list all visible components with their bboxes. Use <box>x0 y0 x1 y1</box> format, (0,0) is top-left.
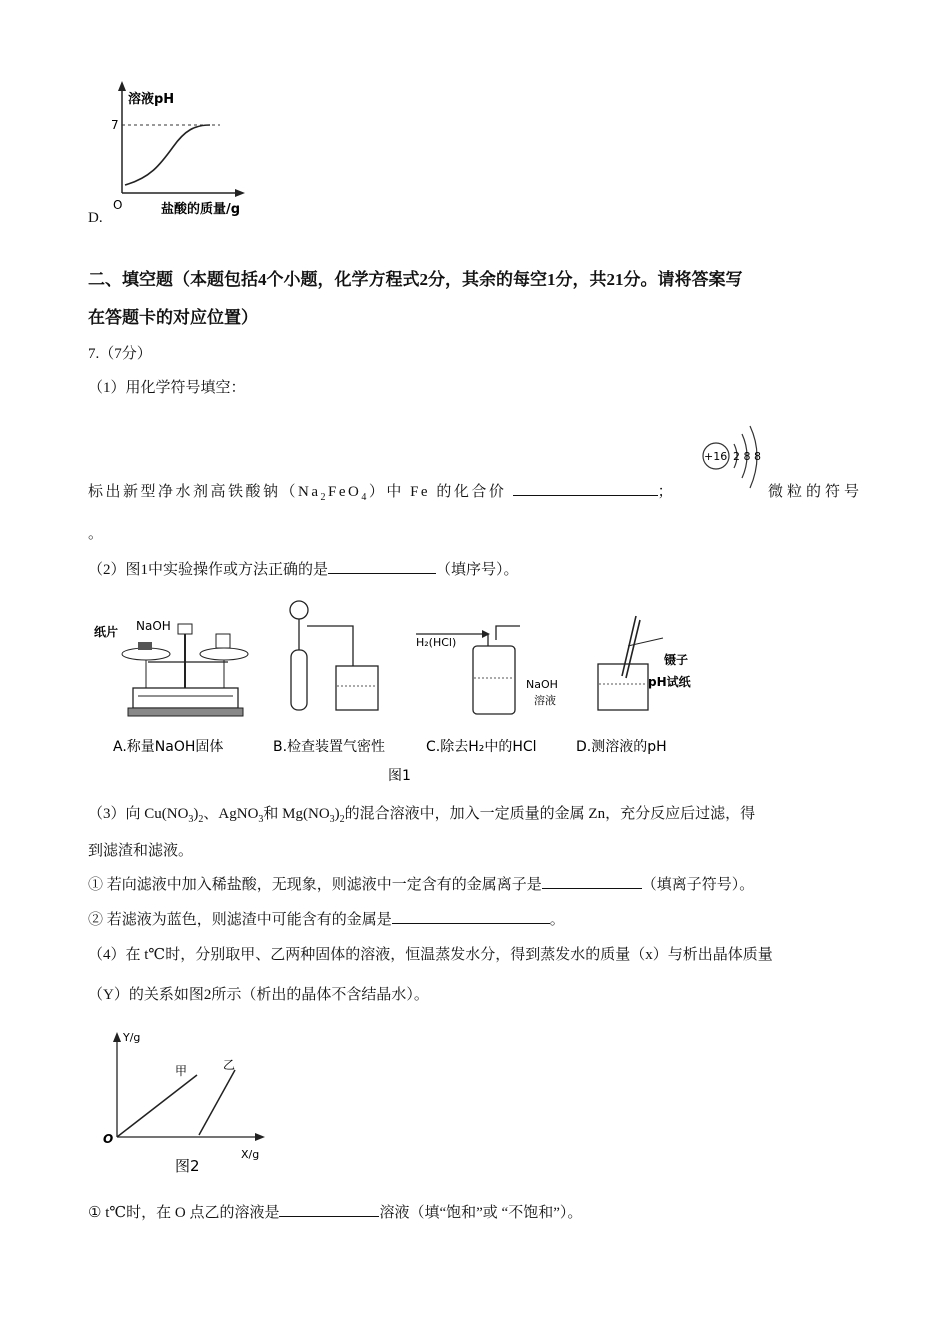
fig2-origin: O <box>103 1132 114 1146</box>
part2-line: （2）图1中实验操作或方法正确的是 （填序号）。 <box>88 562 519 578</box>
part1-end: 。 <box>88 526 104 542</box>
fig1-c-sol-label1: NaOH <box>526 678 558 691</box>
graph-d-ytick: 7 <box>111 118 119 132</box>
fig1-caption-a: A.称量NaOH固体 <box>113 739 224 755</box>
fig1-caption-b: B.检查装置气密性 <box>273 739 386 755</box>
fig1-caption-c: C.除去H₂中的HCl <box>426 739 537 755</box>
answer-blank-fig1[interactable] <box>328 572 436 574</box>
part4-line1: （4）在 t℃时，分别取甲、乙两种固体的溶液，恒温蒸发水分，得到蒸发水的质量（x）与析出晶体质量 <box>88 947 773 963</box>
fig1-ph-test <box>598 616 692 710</box>
graph-d-origin: O <box>113 198 123 212</box>
fig1-title: 图1 <box>388 768 411 784</box>
part4-q1: ① t℃时，在 O 点乙的溶液是 溶液（填“饱和”或 “不饱和”）。 <box>88 1205 583 1221</box>
fig1-caption-d: D.测溶液的pH <box>576 739 667 755</box>
atom-structure-diagram <box>698 418 778 498</box>
fig2-series-yi: 乙 <box>223 1058 236 1072</box>
option-d-label: D. <box>88 210 103 226</box>
fig2-series-jia: 甲 <box>175 1064 188 1078</box>
graph-d-xlabel: 盐酸的质量/g <box>161 202 241 217</box>
part3-line1: （3）向 $Cu(NO_3)_2$、AgNO$_3$和 $Mg(NO_3)_2$的混合溶液中，加入一定质量的金属 Zn，充分反应后过滤，得 <box>88 806 756 825</box>
fig1-gas-washing-bottle <box>416 626 558 714</box>
part1-title: （1）用化学符号填空： <box>88 380 246 396</box>
part3-q2: ② 若滤液为蓝色，则滤渣中可能含有的金属是 。 <box>88 912 565 928</box>
section-heading-line1: 二、填空题（本题包括4个小题，化学方程式2分，其余的每空1分，共21分。请将答案写 <box>88 270 743 289</box>
part1-line: 标出新型净水剂高铁酸钠$(Na_2FeO_4)$中 Fe 的化合价 ； <box>88 484 676 503</box>
fig1-c-sol-label2: 溶液 <box>534 694 556 707</box>
part3-q1: ① 若向滤液中加入稀盐酸，无现象，则滤液中一定含有的金属离子是 （填离子符号）。 <box>88 877 755 893</box>
fig1-d-paper-label: pH试纸 <box>648 675 691 689</box>
fig1-a-paper-label: 纸片 <box>94 625 119 639</box>
atom-nucleus: +16 <box>704 450 728 463</box>
answer-blank-fe-valence[interactable] <box>513 494 658 496</box>
answer-blank-ions[interactable] <box>542 887 642 889</box>
answer-blank-saturation[interactable] <box>279 1215 379 1217</box>
fig2-xlabel: X/g <box>241 1148 260 1161</box>
fig2-ylabel: Y/g <box>123 1031 141 1044</box>
answer-blank-metals[interactable] <box>392 922 550 924</box>
fig2-title: 图2 <box>175 1157 200 1175</box>
part1-symbol-label: 微粒的符号 <box>768 484 864 500</box>
fig1-airtight-apparatus <box>290 601 378 710</box>
part3-line2: 到滤渣和滤液。 <box>88 843 194 859</box>
fig1-d-tweezer-label: 镊子 <box>664 653 689 667</box>
atom-shells: 2 8 8 <box>733 450 761 463</box>
fig1-c-gas-label: H₂(HCl) <box>416 636 457 649</box>
question-number: 7.（7分） <box>88 346 152 362</box>
fig1-a-naoh-label: NaOH <box>136 619 171 633</box>
graph-d <box>95 75 275 225</box>
figure-1 <box>88 596 728 788</box>
part4-line2: （Y）的关系如图2所示（析出的晶体不含结晶水）。 <box>88 987 429 1003</box>
figure-2 <box>95 1025 275 1180</box>
graph-d-ylabel: 溶液pH <box>128 92 175 107</box>
fig1-balance <box>94 619 248 716</box>
section-heading-line2: 在答题卡的对应位置） <box>88 308 258 327</box>
